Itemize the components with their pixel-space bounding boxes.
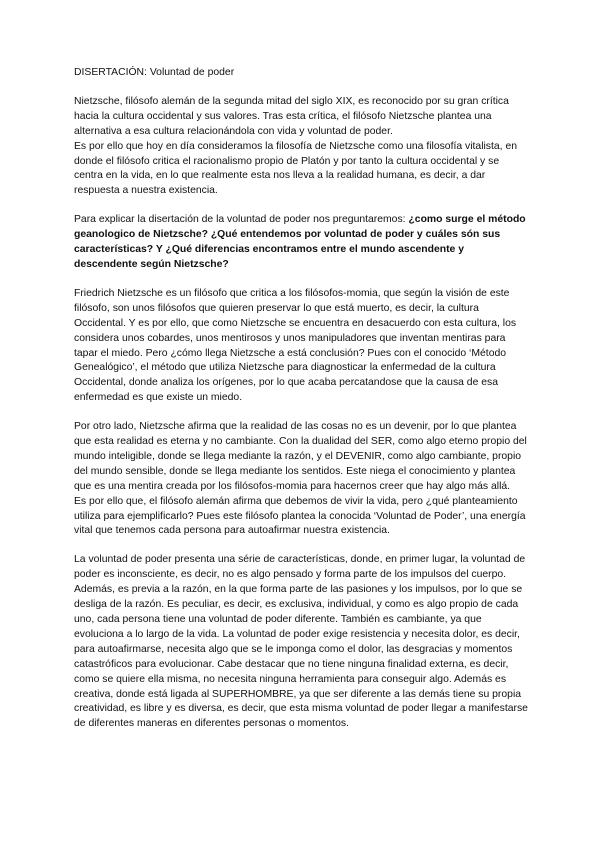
paragraph-spacer <box>74 539 530 553</box>
method-paragraph: Friedrich Nietzsche es un filósofo que critica a los filósofos-momia, que según la visión de este filósofo, son unos filósofos que quieren preservar lo que está muerto, es decir, la cultura Occidental. Y es por ello, que como Nietzsche se encuentra en desacuerdo con esta cultura, los considera unos cobardes, unos mentirosos y unos manipuladores que inventan mentiras para tapar el miedo. Pero ¿cómo llega Nietzsche a está conclusión? Pues con el conocido ‘Método Genealógico’, el método que utiliza Nietzsche para diagnosticar la enfermedad de la cultura Occidental, donde analiza los orígenes, por lo que acaba percatandose que la causa de esa enfermedad es que existe un miedo. <box>74 287 517 404</box>
paragraph-spacer <box>74 199 530 213</box>
characteristics-paragraph: La voluntad de poder presenta una série de características, donde, en primer lugar, la voluntad de poder es inconsciente, es decir, no es algo pensado y forma parte de los impulsos del cuerpo. Además, es previa a la razón, en la que forma parte de las pasiones y los impulsos, por lo que se desliga de la razón. Es peculiar, es decir, es exclusiva, individual, y como es algo propio de cada uno, cada persona tiene una voluntad de poder diferente. También es cambiante, ya que evoluciona a lo largo de la vida. La voluntad de poder exige resistencia y necesita dolor, es decir, para autoafirmarse, necesita algo que se le imponga como el dolor, las desgracias y momentos catastróficos para evolucionar. Cabe destacar que no tiene ninguna finalidad externa, es decir, como se quiere ella misma, no necesita ninguna herramienta para conseguir algo. Además es creativa, donde está ligada al SUPERHOMBRE, ya que ser diferente a las demás tiene su propia creatividad, es libre y es diversa, es decir, que esta misma voluntad de poder llegar a manifestarse de diferentes maneras en diferentes personas o momentos. <box>74 554 528 730</box>
paragraph-spacer <box>74 273 530 287</box>
document-title: DISERTACIÓN: Voluntad de poder <box>74 67 235 78</box>
questions-intro-text: Para explicar la disertación de la voluntad de poder nos preguntaremos: <box>74 214 409 226</box>
intro-paragraph-1: Nietzsche, filósofo alemán de la segunda mitad del siglo XIX, es reconocido por su gran crítica hacia la cultura occidental y sus valores. Tras esta crítica, el filósofo Nietzsche plantea una alternativa a esa cultura relacionándola con vida y voluntad de poder. <box>74 95 509 137</box>
paragraph-spacer <box>74 406 530 420</box>
questions-bold-text: ¿como surge el método geanologico de Nietzsche? ¿Qué entendemos por voluntad de poder y cuáles són sus características? Y ¿Qué diferencias encontramos entre el mundo ascendente y descendente según Nietzsche? <box>74 214 526 270</box>
reality-paragraph: Por otro lado, Nietzsche afirma que la realidad de las cosas no es un devenir, por lo que plantea que esta realidad es eterna y no cambiante. Con la dualidad del SER, como algo eterno propio del mundo inteligible, donde se llega mediante la razón, y el DEVENIR, como algo cambiante, propio del mundo sensible, donde se llega mediante los sentidos. Este niega el conocimiento y plantea que es una mentira creada por los filósofos-momia para hacernos creer que hay algo más allá. <box>74 421 527 492</box>
document-page <box>74 66 530 732</box>
life-paragraph: Es por ello que, el filósofo alemán afirma que debemos de vivir la vida, pero ¿qué planteamiento utiliza para ejemplificarlo? Pues este filósofo plantea la conocida ‘Voluntad de Poder’, una energía vital que tenemos cada persona para autoafirmar nuestra existencia. <box>74 495 526 537</box>
questions-paragraph <box>74 213 530 273</box>
intro-paragraph-2: Es por ello que hoy en día consideramos la filosofía de Nietzsche como una filosofía vitalista, en donde el filósofo critica el racionalismo propio de Platón y por tanto la cultura occidental y se centra en la vida, en lo que realmente esta nos lleva a la realidad humana, es decir, a dar respuesta a nuestra existencia. <box>74 140 518 197</box>
